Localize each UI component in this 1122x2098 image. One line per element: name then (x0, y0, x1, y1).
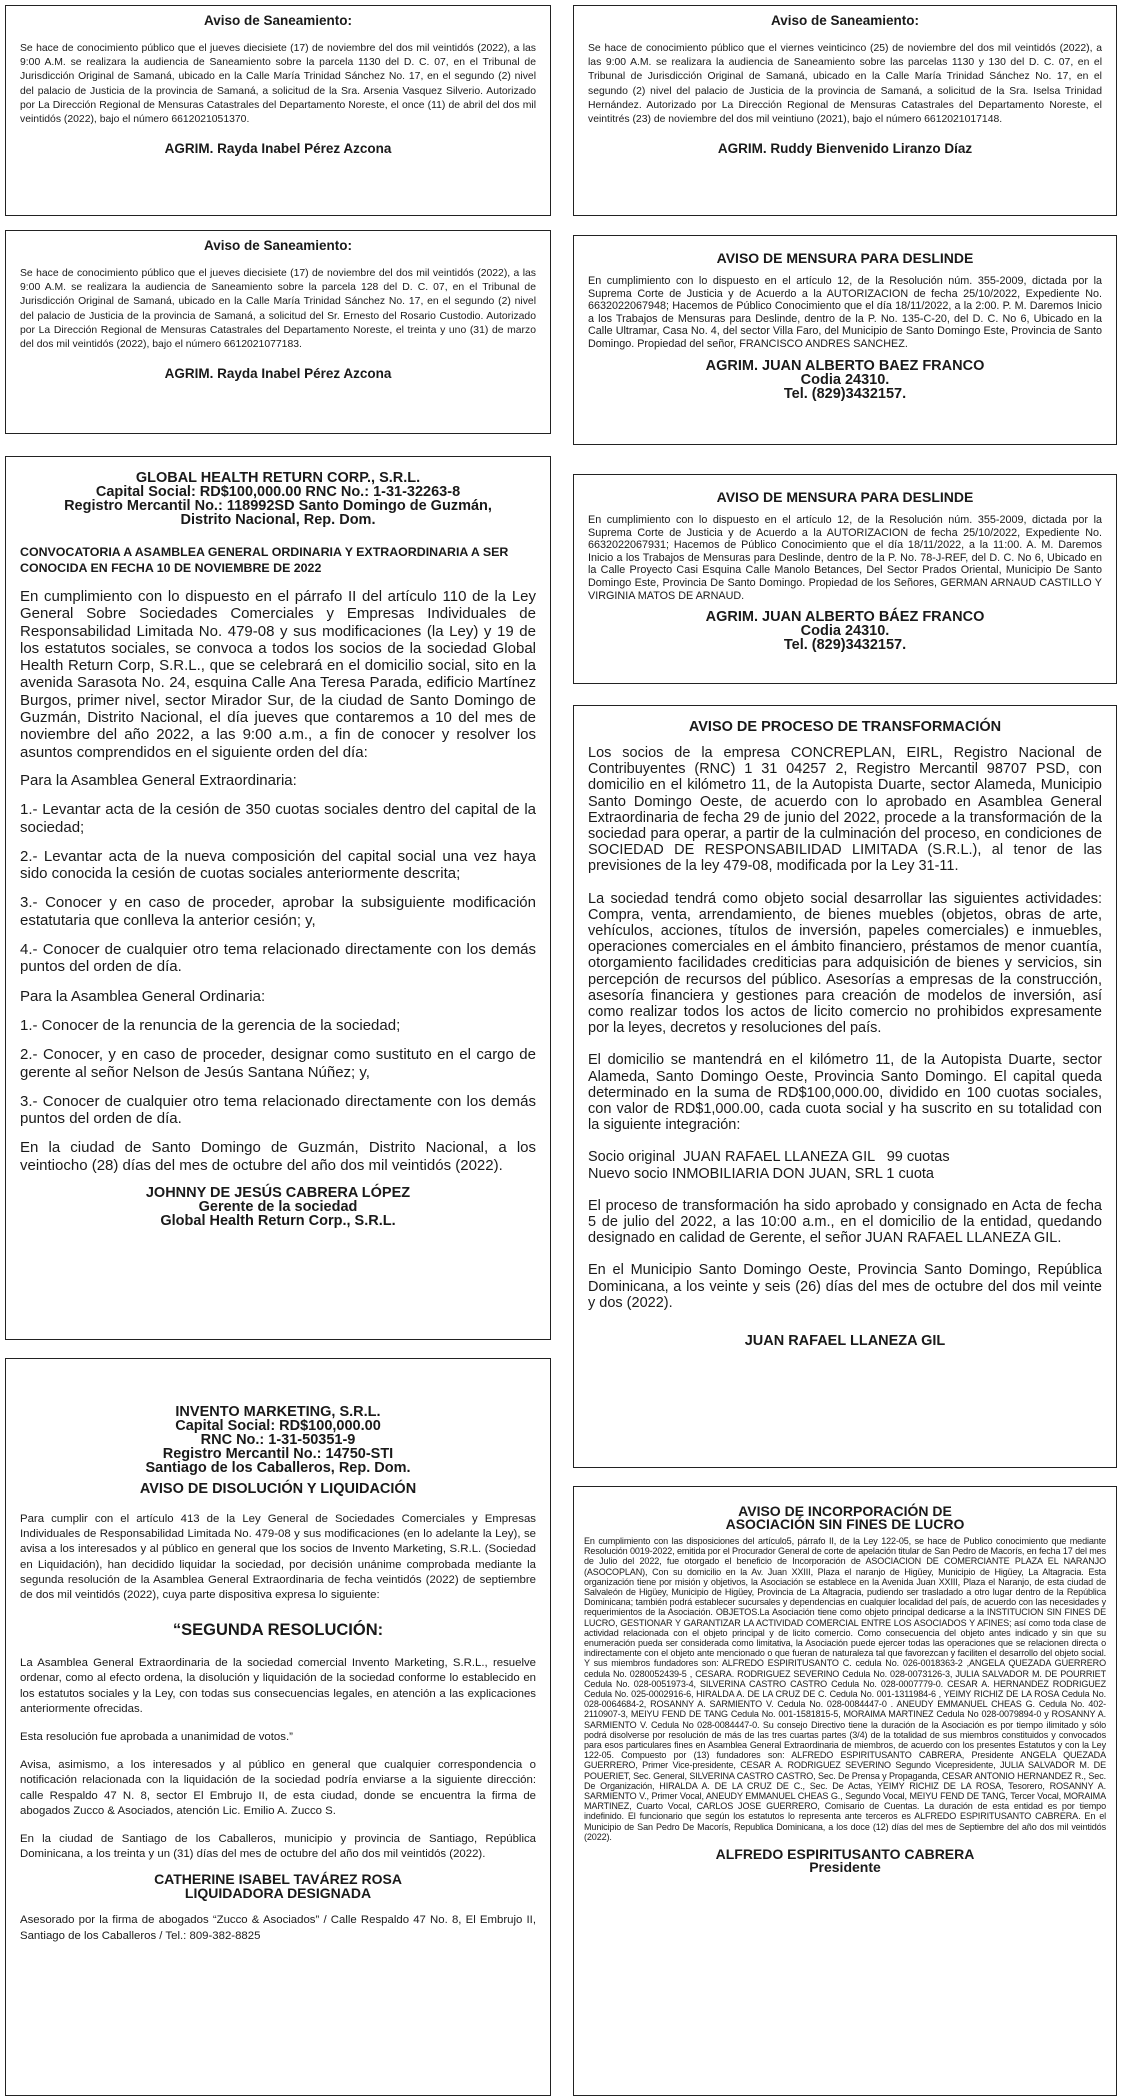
notice-body: En cumplimiento con lo dispuesto en el artículo 12, de la Resolución núm. 355-2009, dictada por la Suprema Corte de Justicia y de Acuerdo a la AUTORIZACION de fecha 25/10/2022, Expediente No. 6632022067931; Hacemos de Público Conocimiento que el día 18/11/2022, a la 11:00. A. M. Daremos Inicio a los Trabajos de Mensuras para Deslinde, dentro de la P. No. 78-J-REF, del D. C. No 6, Ubicado en la Calle Proyecto Casi Esquina Calle Manolo Betances, Del Sector Prados Oriental, Municipio De Santo Domingo Este, Provincia De Santo Domingo. Propiedad de los Señores, GERMAN ARNAUD CASTILLO Y VIRGINIA MATOS DE ARNAUD. (588, 514, 1102, 602)
paragraph: Para cumplir con el artículo 413 de la Ley General de Sociedades Comerciales y Empresas Individuales de Responsabilidad Limitada No. 479-08 y sus modificaciones (en lo adelante la Ley), se avisa a los interesados y al público en general que los socios de Invento Marketing, S.R.L. (Sociedad en Liquidación), han decidido liquidar la sociedad, por decisión unánime comprobada mediante la segunda resolución de la Asamblea General Extraordinaria de fecha veintidós (2022) de septiembre de dos mil veintidós (2022), cuya parte dispositiva expresa lo siguiente: (20, 1513, 536, 1602)
notice-body: Se hace de conocimiento público que el jueves diecisiete (17) de noviembre del dos mil veintidós (2022), a las 9:00 A.M. se realizara la audiencia de Saneamiento sobre la parcela 128 del D. C. 07, en el Tribunal de Jurisdicción Original de Samaná, ubicado en la Calle María Trinidad Sánchez No. 17, en el segundo (2) nivel del palacio de Justicia de la provincia de Samaná, a solicitud del Sr. Ernesto del Rosario Custodio. Autorizado por La Dirección Regional de Mensuras Catastrales del Departamento Noreste, el treinta y uno (31) de marzo del dos mil veintidós (2022), bajo el número 6612021077183. (20, 268, 536, 351)
agenda-item: 1.- Conocer de la renuncia de la gerencia de la sociedad; (20, 1016, 401, 1034)
paragraph: En cumplimiento con lo dispuesto en el párrafo II del artículo 110 de la Ley General Sobre Sociedades Comerciales y Empresas Individuales de Responsabilidad Limitada No. 479-08 y sus modificaciones (la Ley) y 19 de los estatutos sociales, se convoca a todos los socios de la sociedad Global Health Return Corp, S.R.L., que se celebrará en el domicilio social, sito en la avenida Sarasota No. 24, esquina Calle Ana Teresa Parada, edificio Martínez Burgos, primer nivel, sector Mirador Sur, de la ciudad de Santo Domingo de Guzmán, Distrito Nacional, el día jueves que contaremos a 10 del mes de noviembre del año 2022, a las 9:00 a.m., a fin de conocer y resolver los asuntos comprendidos en el siguiente orden del día: (20, 588, 536, 761)
notice-title: Aviso de Saneamiento: (203, 13, 353, 28)
signature-name: ALFREDO ESPIRITUSANTO CABRERA (715, 1846, 975, 1863)
notice-title: AVISO DE MENSURA PARA DESLINDE (716, 489, 974, 505)
notice-title: AVISO DE MENSURA PARA DESLINDE (716, 250, 974, 266)
signature-name: CATHERINE ISABEL TAVÁREZ ROSA (154, 1871, 402, 1888)
paragraph: Esta resolución fue aprobada a unanimidad de votos.” (20, 1731, 293, 1744)
paragraph: En la ciudad de Santiago de los Caballeros, municipio y provincia de Santiago, República Dominicana, a los treinta y un (31) días del mes de octubre del año dos mil veintidós (2022). (20, 1833, 536, 1861)
agenda-item: 2.- Levantar acta de la nueva composición del capital social una vez haya sido conocida la cesión de cuotas sociales anteriormente descrita; (20, 847, 536, 883)
notice-saneamiento-1130-130 (573, 5, 1117, 216)
paragraph: Los socios de la empresa CONCREPLAN, EIRL, Registro Nacional de Contribuyentes (RNC) 1 31 04257 2, Registro Mercantil 98707 PSD, con domicilio en el kilómetro 11, de la Autopista Duarte, sector Alameda, Municipio Santo Domingo Oeste, de acuerdo con lo aprobado en Asamblea General Extraordinaria de fecha 29 de junio del 2022, procede a la transformación de la sociedad para operar, a partir de la culminación del proceso, en condiciones de SOCIEDAD DE RESPONSABILIDAD LIMITADA (S.R.L.), al tenor de las previsiones de la ley 479-08, modificada por la Ley 31-11. (588, 745, 1102, 875)
company-location: Distrito Nacional, Rep. Dom. (180, 512, 376, 528)
paragraph: En el Municipio Santo Domingo Oeste, Provincia Santo Domingo, República Dominicana, a los veinte y seis (26) días del mes de octubre del dos mil veinte y dos (2022). (588, 1262, 1102, 1311)
agenda-item: 2.- Conocer, y en caso de proceder, designar como sustituto en el cargo de gerente al señor Nelson de Jesús Santana Núñez; y, (20, 1046, 536, 1081)
company-capital: Capital Social: RD$100,000.00 RNC No.: 1-31-32263-8 (95, 484, 461, 500)
signature-name: AGRIM. JUAN ALBERTO BÁEZ FRANCO (705, 609, 985, 626)
notice-saneamiento-128 (5, 230, 551, 434)
signature-name: JOHNNY DE JESÚS CABRERA LÓPEZ (145, 1185, 411, 1202)
notice-body: Se hace de conocimiento público que el jueves diecisiete (17) de noviembre del dos mil veintidós (2022), a las 9:00 A.M. se realizara la audiencia de Saneamiento sobre la parcela 1130 del D. C. 07, en el Tribunal de Jurisdicción Original de Samaná, ubicado en la Calle María Trinidad Sánchez No. 17, en el segundo (2) nivel del palacio de Justicia de la provincia de Samaná, a solicitud de la Sra. Arsenia Vasquez Silverio. Autorizado por La Dirección Regional de Mensuras Catastrales del Departamento Noreste, el once (11) de abril del dos mil veintidós (2022), bajo el número 6612021051370. (20, 43, 536, 126)
agenda-item: 3.- Conocer y en caso de proceder, aprobar la subsiguiente modificación estatutaria que conlleva la anterior cesión; y, (20, 894, 536, 929)
notice-incorporacion-asociacion (573, 1486, 1117, 2096)
agenda-item: 4.- Conocer de cualquier otro tema relacionado directamente con los demás puntos del orden de día. (20, 941, 536, 976)
company-registry: Registro Mercantil No.: 118992SD Santo Domingo de Guzmán, (64, 498, 492, 514)
company-name: INVENTO MARKETING, S.R.L. (175, 1404, 381, 1420)
paragraph: Avisa, asimismo, a los interesados y al público en general que cualquier correspondencia o notificación relacionada con la liquidación de la sociedad podría enviarse a la siguiente dirección: calle Respaldo 47 N. 8, sector El Embrujo II, de esta ciudad, donde se encuentra la firma de abogados Zucco & Asociados, atención Lic. Emilio A. Zucco S. (20, 1759, 536, 1817)
notice-saneamiento-1128 (5, 5, 551, 216)
signature-name: JUAN RAFAEL LLANEZA GIL (744, 1333, 946, 1350)
notice-signature: AGRIM. Rayda Inabel Pérez Azcona (164, 366, 392, 382)
notice-mensura-deslinde-2 (573, 474, 1117, 684)
company-location: Santiago de los Caballeros, Rep. Dom. (145, 1460, 411, 1476)
signature-codia: Codia 24310. (800, 623, 890, 640)
advisor-footer: Asesorado por la firma de abogados “Zucco & Asociados” / Calle Respaldo 47 No. 8, El Embrujo II, Santiago de los Caballeros / Tel.: 809-382-8825 (20, 1914, 536, 1942)
company-rnc: RNC No.: 1-31-50351-9 (200, 1432, 356, 1448)
paragraph: Para la Asamblea General Ordinaria: (20, 987, 266, 1005)
signature-company: Global Health Return Corp., S.R.L. (160, 1213, 396, 1230)
notice-subtitle: AVISO DE DISOLUCIÓN Y LIQUIDACIÓN (139, 1481, 417, 1497)
paragraph: El domicilio se mantendrá en el kilómetro 11, de la Autopista Duarte, sector Alameda, Santo Domingo Oeste, Provincia Santo Domingo. El capital queda determinado en la suma de RD$100,000.00, dividido en 100 cuotas sociales, con valor de RD$1,000.00, cada cuota social y ha suscrito en su totalidad con la siguiente integración: (588, 1052, 1102, 1134)
paragraph: Para la Asamblea General Extraordinaria: (20, 771, 297, 789)
signature-role: Presidente (809, 1859, 881, 1876)
notice-global-health-convocatoria (5, 456, 551, 1340)
company-capital: Capital Social: RD$100,000.00 (175, 1418, 381, 1434)
notice-title: ASOCIACIÓN SIN FINES DE LUCRO (725, 1516, 965, 1532)
signature-codia: Codia 24310. (800, 371, 890, 388)
paragraph: La sociedad tendrá como objeto social desarrollar las siguientes actividades: Compra, venta, arrendamiento, de bienes muebles (objetos, obras de arte, vehículos, acciones, títulos de inversión, papeles comerciales) e inmuebles, operaciones comerciales en el ámbito financiero, préstamos de menor cuantía, otorgamiento facilidades crediticias para adquisición de bienes y servicios, sin percepción de recursos del público. Asesorías a empresas de la construcción, asesoría financiera y gestiones para creación de modelos de inversión, así como realizar todos los actos de licito comercio no prohibidos expresamente por la leyes, decretos y resoluciones del país. (588, 890, 1102, 1037)
notice-body: En cumplimiento con las disposiciones del artículo5, párrafo II, de la Ley 122-05, se hace de Publico conocimiento que mediante Resolución 0019-2022, emitida por el Procurador General de corte de apelación titular de San Pedro de Macorís, en fecha 17 del mes de Julio del 2022, fue otorgado el beneficio de Incorporación de ASOCIACION DE COMERCIANTE PLAZA EL NARANJO (ASOCOPLAN), Con su domicilio en la Av. Juan XXIII, Plaza el naranjo de Higüey, Municipio de Higüey, La Altagracia. Esta organización tiene por misión y objetivos, la Asociación se establece en la Avenida Juan XXIII, Plaza el Naranjo, de esta ciudad de Salvaleón de Higüey, Municipio de Higüey, Provincia de La Altagracia, pudiendo ser trasladado a otro lugar dentro de la República Dominicana; también podrá establecer sucursales y dependencias en cualquier localidad del país, de acuerdo con las necesidades y requerimientos de la Asociación. OBJETOS.La Asociación tiene como objeto principal dedicarse a la INSTITUCION SIN FINES DE LUCRO, GESTIONAR Y GARANTIZAR LA ACTIVIDAD COMERCIAL ENTRE LOS ASOCIADOS Y AFINES; así como toda clase de actividad relacionada con el objeto principal y de licito comercio. Como consecuencia del objeto antes indicado y sin que su enumeración pueda ser considerada como limitativa, la Asociación puede ejercer todas las operaciones que se relacionen directa o indirectamente con el objeto ante mencionado o que fueran de naturaleza tal que favorezcan y faciliten el desarrollo del objeto social. Y sus miembros fundadores son: ALFREDO ESPIRITUSANTO C. cedula No. 026-0018363-2 ,ANGELA QUEZADA GUERRERO cedula No. 0280052439-5 , CESARA. RODRIGUEZ SEVERINO Cedula No. 028-0073126-3, JULIA SALVADOR M. DE POURRIET Cedula No. 028-0051973-4, SILVERINA CASTRO CASTRO Cedula No. 028-0007779-0. CESAR A. HERNANDEZ RODRIGUEZ Cedula No. 025-0002916-6, HIRALDA A. DE LA CRUZ DE C. Cedula No. 001-1311984-6 , YEIMY RICHIZ DE LA ROSA Cedula No. 028-0064684-2, ROSANNY A. SARMIENTO V. Cedula No. 028-0084447-0 . ANEUDY EMMANUEL CHEAS G. Cedula No. 402-2110907-3, MEIYU FEND DE TANG Cedula No. 001-1581815-5, MORAIMA MARTINEZ Cedula No 028-0079894-0 y ROSANNY A. SARMIENTO V. Cedula No 028-0084447-0. Su consejo Directivo tiene la duración de la Asociación es por tiempo ilimitado y sólo podrá disolverse por resolución de más de las tres cuartas partes (3/4) de la totalidad de sus miembros constituidos y convocados para esos particulares fines en Asamblea General Extraordinaria de miembros, de acuerdo con los presentes Estatutos y con la Ley 122-05. Compuesto por (13) fundadores son: ALFREDO ESPIRITUSANTO CABRERA, Presidente ANGELA QUEZADA GUERRERO, Primer Vice-presidente, CESAR A. RODRIGUEZ SEVERINO Segundo Vicepresidente, JULIA SALVADOR M. DE POUERIET, Sec. General, SILVERINA CASTRO CASTRO, Sec. De Prensa y Propaganda, CESAR ANTONIO HERNANDEZ R., Sec. De Organización, HIRALDA A. DE LA CRUZ DE C., Sec. De Actas, YEIMY RICHIZ DE LA ROSA, Tesorero, ROSANNY A. SARMIENTO V., Primer Vocal, ANEUDY EMMANUEL CHEAS G., Segundo Vocal, MEIYU FEND DE TANG, Tercer Vocal, MORAIMA MARTINEZ, Cuarto Vocal, CARLOS JOSE GUERRERO, Comisario de Cuentas. La duración de esta entidad es por tiempo indefinido. El funcionario que según los estatutos lo representa ante terceros es ALFREDO ESPIRITUSANTO CABRERA. En el Municipio de San Pedro De Macorís, Republica Dominicana, a los doce (12) días del mes de Septiembre del año dos mil veintidós (2022). (584, 1536, 1106, 1842)
signature-name: AGRIM. JUAN ALBERTO BAEZ FRANCO (705, 357, 985, 374)
company-name: GLOBAL HEALTH RETURN CORP., S.R.L. (135, 470, 421, 486)
paragraph: En la ciudad de Santo Domingo de Guzmán, Distrito Nacional, a los veintiocho (28) días del mes de octubre del año dos mil veintidós (2022). (20, 1139, 536, 1174)
notice-signature: AGRIM. Ruddy Bienvenido Liranzo Díaz (717, 141, 973, 157)
notice-title: AVISO DE INCORPORACIÓN DE (738, 1503, 952, 1519)
notice-title: Aviso de Saneamiento: (770, 13, 920, 28)
company-registry: Registro Mercantil No.: 14750-STI (162, 1446, 394, 1462)
paragraph: El proceso de transformación ha sido aprobado y consignado en Acta de fecha 5 de julio del 2022, a las 10:00 a.m., en el domicilio de la entidad, quedando designado en calidad de Gerente, el señor JUAN RAFAEL LLANEZA GIL. (588, 1197, 1102, 1247)
signature-phone: Tel. (829)3432157. (783, 637, 907, 654)
resolution-heading: “SEGUNDA RESOLUCIÓN: (172, 1621, 384, 1640)
notice-title: AVISO DE PROCESO DE TRANSFORMACIÓN (688, 719, 1002, 735)
partner-line: Socio original JUAN RAFAEL LLANEZA GIL 99 cuotas (588, 1149, 950, 1166)
paragraph: La Asamblea General Extraordinaria de la sociedad comercial Invento Marketing, S.R.L., resuelve ordenar, como al efecto ordena, la disolución y liquidación de la sociedad conforme lo establecido en los estatutos sociales y la Ley, con todas sus consecuencias legales, en atención a las explicaciones anteriormente ofrecidas. (20, 1657, 536, 1715)
partner-line: Nuevo socio INMOBILIARIA DON JUAN, SRL 1 cuota (588, 1165, 934, 1182)
signature-phone: Tel. (829)3432157. (783, 385, 907, 402)
signature-role: LIQUIDADORA DESIGNADA (184, 1885, 372, 1902)
notice-proceso-transformacion (573, 705, 1117, 1468)
notice-body: Se hace de conocimiento público que el viernes veinticinco (25) de noviembre del dos mil veintidós (2022), a las 9:00 A.M. se realizara la audiencia de Saneamiento sobre las parcelas 1130 y 130 del D. C. 07, en el Tribunal de Jurisdicción Original de Samaná, ubicado en la Calle María Trinidad Sánchez No. 17, en el segundo (2) nivel del palacio de Justicia de la provincia de Samaná, a solicitud de la Sra. Iselsa Trinidad Hernández. Autorizado por La Dirección Regional de Mensuras Catastrales del Departamento Noreste, el veintitrés (23) de noviembre del dos mil veintiuno (2021), bajo el número 6612021017148. (588, 43, 1102, 126)
notice-mensura-deslinde-1 (573, 235, 1117, 445)
convocatoria-heading: CONVOCATORIA A ASAMBLEA GENERAL ORDINARIA Y EXTRAORDINARIA A SER CONOCIDA EN FECHA 10 DE NOVIEMBRE DE 2022 (20, 545, 509, 575)
signature-role: Gerente de la sociedad (198, 1199, 358, 1216)
notice-title: Aviso de Saneamiento: (203, 238, 353, 253)
notice-body: En cumplimiento con lo dispuesto en el artículo 12, de la Resolución núm. 355-2009, dictada por la Suprema Corte de Justicia y de Acuerdo a la AUTORIZACION de fecha 25/10/2022, Expediente No. 6632022067948; Hacemos de Público Conocimiento que el día 18/11/2022, a la 2:00. P. M. Daremos Inicio a los Trabajos de Mensuras para Deslinde, dentro de la P. No. 135-C-20, del D. C. No 6, Ubicado en la Calle Ultramar, Casa No. 4, del sector Villa Faro, del Municipio de Santo Domingo Este, Provincia de Santo Domingo. Propiedad del señor, FRANCISCO ANDRES SANCHEZ. (588, 275, 1102, 350)
agenda-item: 3.- Conocer de cualquier otro tema relacionado directamente con los demás puntos del orden de día. (20, 1092, 536, 1128)
agenda-item: 1.- Levantar acta de la cesión de 350 cuotas sociales dentro del capital de la sociedad; (20, 801, 536, 836)
notice-invento-marketing-disolucion (5, 1358, 551, 2096)
notice-signature: AGRIM. Rayda Inabel Pérez Azcona (164, 141, 392, 157)
